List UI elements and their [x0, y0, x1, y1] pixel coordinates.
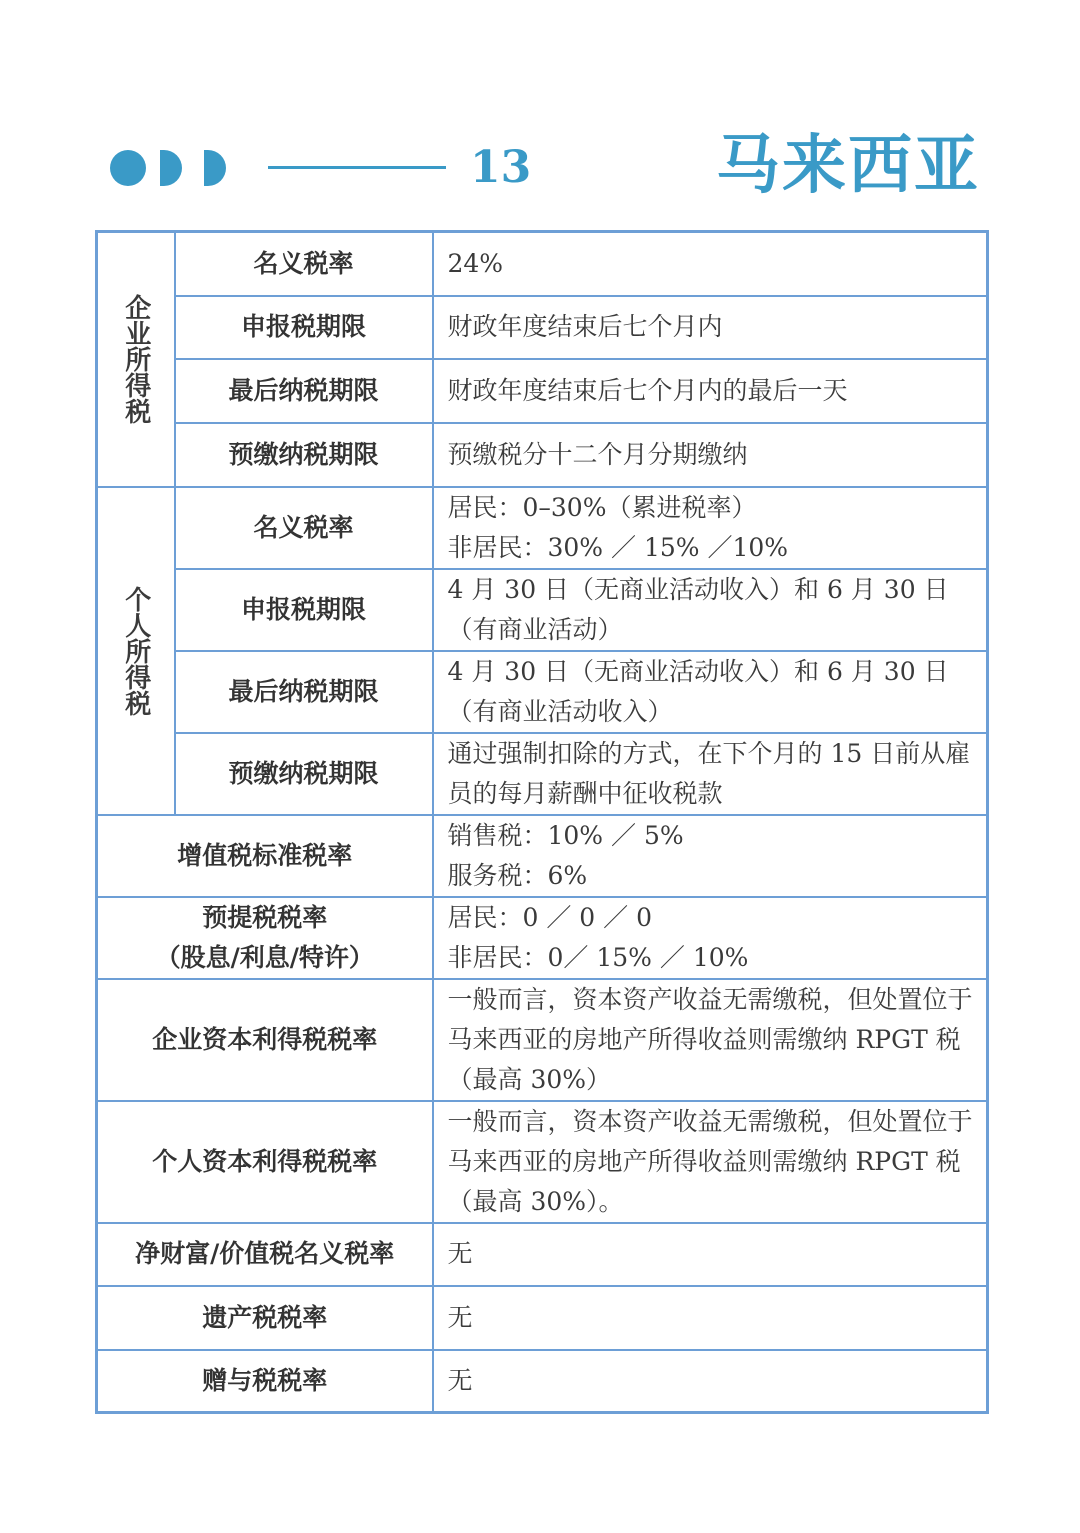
- page-header: [0, 0, 1080, 230]
- table-row: [97, 569, 988, 651]
- table-row: [97, 1350, 988, 1413]
- table-row: [97, 1101, 988, 1223]
- row-label: 最后纳税期限: [175, 651, 433, 733]
- table-row: [97, 979, 988, 1101]
- page-number: 13: [470, 142, 532, 193]
- table-row: [97, 651, 988, 733]
- row-value: 4 月 30 日（无商业活动收入）和 6 月 30 日（有商业活动）: [433, 569, 988, 651]
- tax-table-container: [95, 230, 986, 1414]
- table-row: [97, 733, 988, 815]
- row-label: 赠与税税率: [97, 1350, 433, 1413]
- row-value: 通过强制扣除的方式，在下个月的 15 日前从雇员的每月薪酬中征收税款: [433, 733, 988, 815]
- row-label: 预提税税率 （股息/利息/特许）: [97, 897, 433, 979]
- table-row: [97, 1286, 988, 1350]
- row-label: 增值税标准税率: [97, 815, 433, 897]
- row-value: 销售税：10% ／ 5% 服务税：6%: [433, 815, 988, 897]
- row-value: 无: [433, 1286, 988, 1350]
- row-label: 净财富/价值税名义税率: [97, 1223, 433, 1286]
- row-label: 企业资本利得税税率: [97, 979, 433, 1101]
- row-value: 无: [433, 1350, 988, 1413]
- row-value: 财政年度结束后七个月内: [433, 296, 988, 359]
- group-label-individual: 个人所得税: [97, 487, 175, 815]
- row-value: 一般而言，资本资产收益无需缴税，但处置位于马来西亚的房地产所得收益则需缴纳 RPGT 税（最高 30%）: [433, 979, 988, 1101]
- tax-table: [95, 230, 989, 1414]
- row-value: 财政年度结束后七个月内的最后一天: [433, 359, 988, 423]
- table-row: [97, 897, 988, 979]
- row-value: 一般而言，资本资产收益无需缴税，但处置位于马来西亚的房地产所得收益则需缴纳 RPGT 税（最高 30%）。: [433, 1101, 988, 1223]
- row-value: 居民：0–30%（累进税率） 非居民：30% ／ 15% ／10%: [433, 487, 988, 569]
- row-label: 申报税期限: [175, 569, 433, 651]
- table-row: [97, 359, 988, 423]
- table-row: [97, 815, 988, 897]
- row-value: 4 月 30 日（无商业活动收入）和 6 月 30 日（有商业活动收入）: [433, 651, 988, 733]
- row-value: 居民：0 ／ 0 ／ 0 非居民：0／ 15% ／ 10%: [433, 897, 988, 979]
- row-label: 名义税率: [175, 487, 433, 569]
- circle-icon: [110, 150, 146, 186]
- row-label: 个人资本利得税税率: [97, 1101, 433, 1223]
- row-label: 预缴纳税期限: [175, 733, 433, 815]
- table-row: [97, 296, 988, 359]
- row-label: 名义税率: [175, 232, 433, 296]
- row-label: 最后纳税期限: [175, 359, 433, 423]
- row-label: 申报税期限: [175, 296, 433, 359]
- header-divider: [268, 166, 446, 169]
- row-value: 无: [433, 1223, 988, 1286]
- page-title: 马来西亚: [716, 128, 980, 203]
- row-value: 预缴税分十二个月分期缴纳: [433, 423, 988, 487]
- row-label: 遗产税税率: [97, 1286, 433, 1350]
- table-row: [97, 232, 988, 296]
- row-label: 预缴纳税期限: [175, 423, 433, 487]
- half-circle-icon: [204, 150, 226, 186]
- table-row: [97, 423, 988, 487]
- table-row: [97, 487, 988, 569]
- half-circle-icon: [160, 150, 182, 186]
- group-label-corporate: 企业所得税: [97, 232, 175, 487]
- table-row: [97, 1223, 988, 1286]
- row-value: 24%: [433, 232, 988, 296]
